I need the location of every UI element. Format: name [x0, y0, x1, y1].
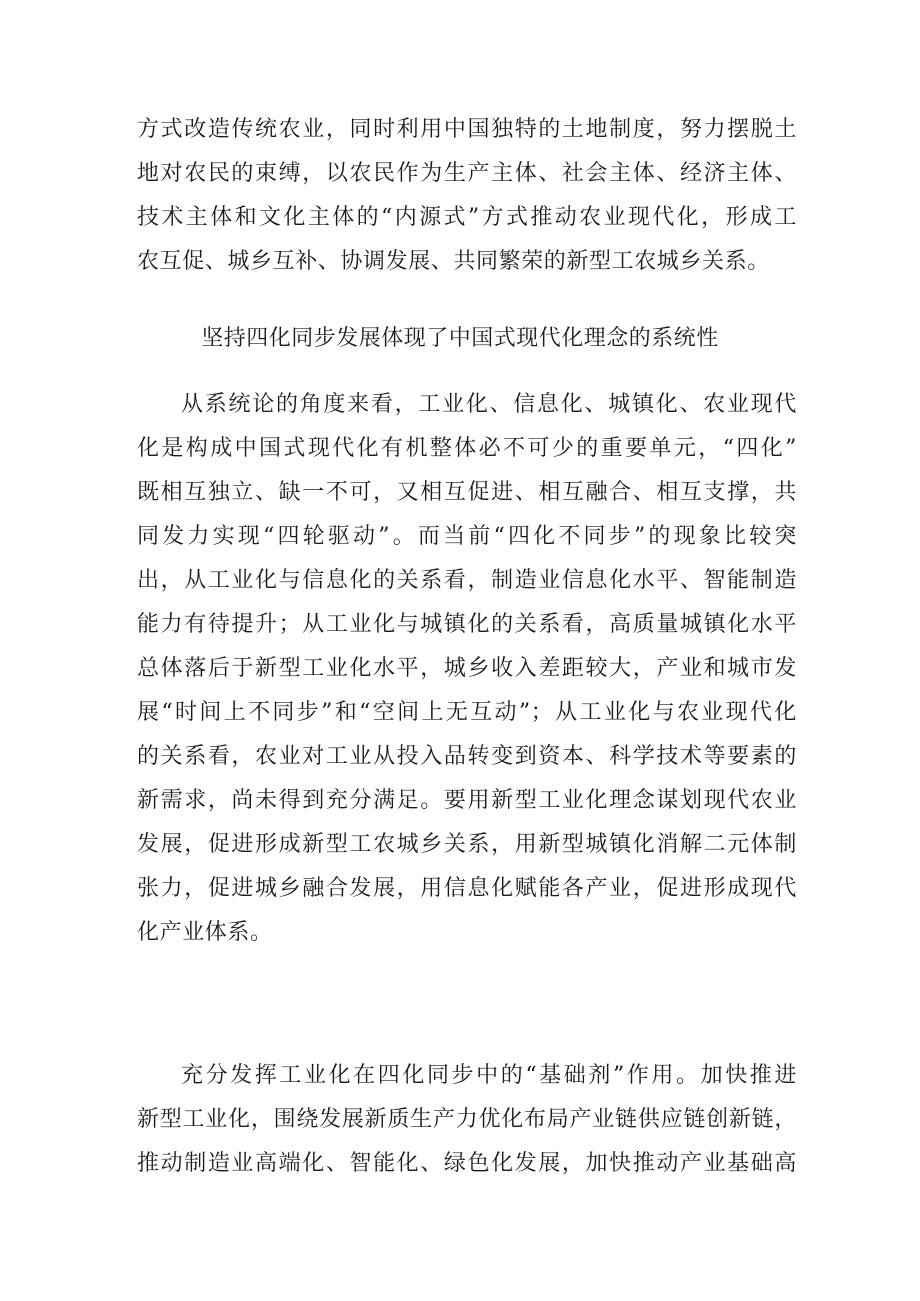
text-line: 推动制造业高端化、智能化、绿色化发展，加快推动产业基础高: [137, 1151, 797, 1176]
paragraph-2: [137, 383, 797, 955]
text-line: 方式改造传统农业，同时利用中国独特的土地制度，努力摆脱土: [137, 117, 797, 142]
section-heading: [0, 317, 920, 361]
text-line: 的关系看，农业对工业从投入品转变到资本、科学技术等要素的: [137, 744, 797, 769]
text-line-indented: 充分发挥工业化在四化同步中的“基础剂”作用。加快推进: [181, 1063, 797, 1088]
text-line: 张力，促进城乡融合发展，用信息化赋能各产业，促进形成现代: [137, 876, 797, 901]
text-line: 新型工业化，围绕发展新质生产力优化布局产业链供应链创新链，: [137, 1107, 797, 1132]
text-line: 同发力实现“四轮驱动”。而当前“四化不同步”的现象比较突: [137, 524, 797, 549]
text-line: 新需求，尚未得到充分满足。要用新型工业化理念谋划现代农业: [137, 788, 797, 813]
text-line-indented: 从系统论的角度来看，工业化、信息化、城镇化、农业现代: [181, 392, 797, 417]
text-line: 地对农民的束缚，以农民作为生产主体、社会主体、经济主体、: [137, 161, 797, 186]
text-line: 既相互独立、缺一不可，又相互促进、相互融合、相互支撑，共: [137, 480, 797, 505]
text-line: 技术主体和文化主体的“内源式”方式推动农业现代化，形成工: [137, 205, 797, 230]
text-line: 展“时间上不同步”和“空间上无互动”；从工业化与农业现代化: [137, 700, 797, 725]
heading-text: 坚持四化同步发展体现了中国式现代化理念的系统性: [201, 326, 719, 351]
paragraph-3: [137, 1054, 797, 1186]
text-line: 总体落后于新型工业化水平，城乡收入差距较大，产业和城市发: [137, 656, 797, 681]
paragraph-1: [137, 108, 797, 284]
text-line: 能力有待提升；从工业化与城镇化的关系看，高质量城镇化水平: [137, 612, 797, 637]
text-line: 农互促、城乡互补、协调发展、共同繁荣的新型工农城乡关系。: [137, 249, 770, 274]
text-line: 发展，促进形成新型工农城乡关系，用新型城镇化消解二元体制: [137, 832, 797, 857]
text-line: 化是构成中国式现代化有机整体必不可少的重要单元，“四化”: [137, 436, 797, 461]
text-line: 化产业体系。: [137, 920, 273, 945]
text-line: 出，从工业化与信息化的关系看，制造业信息化水平、智能制造: [137, 568, 797, 593]
